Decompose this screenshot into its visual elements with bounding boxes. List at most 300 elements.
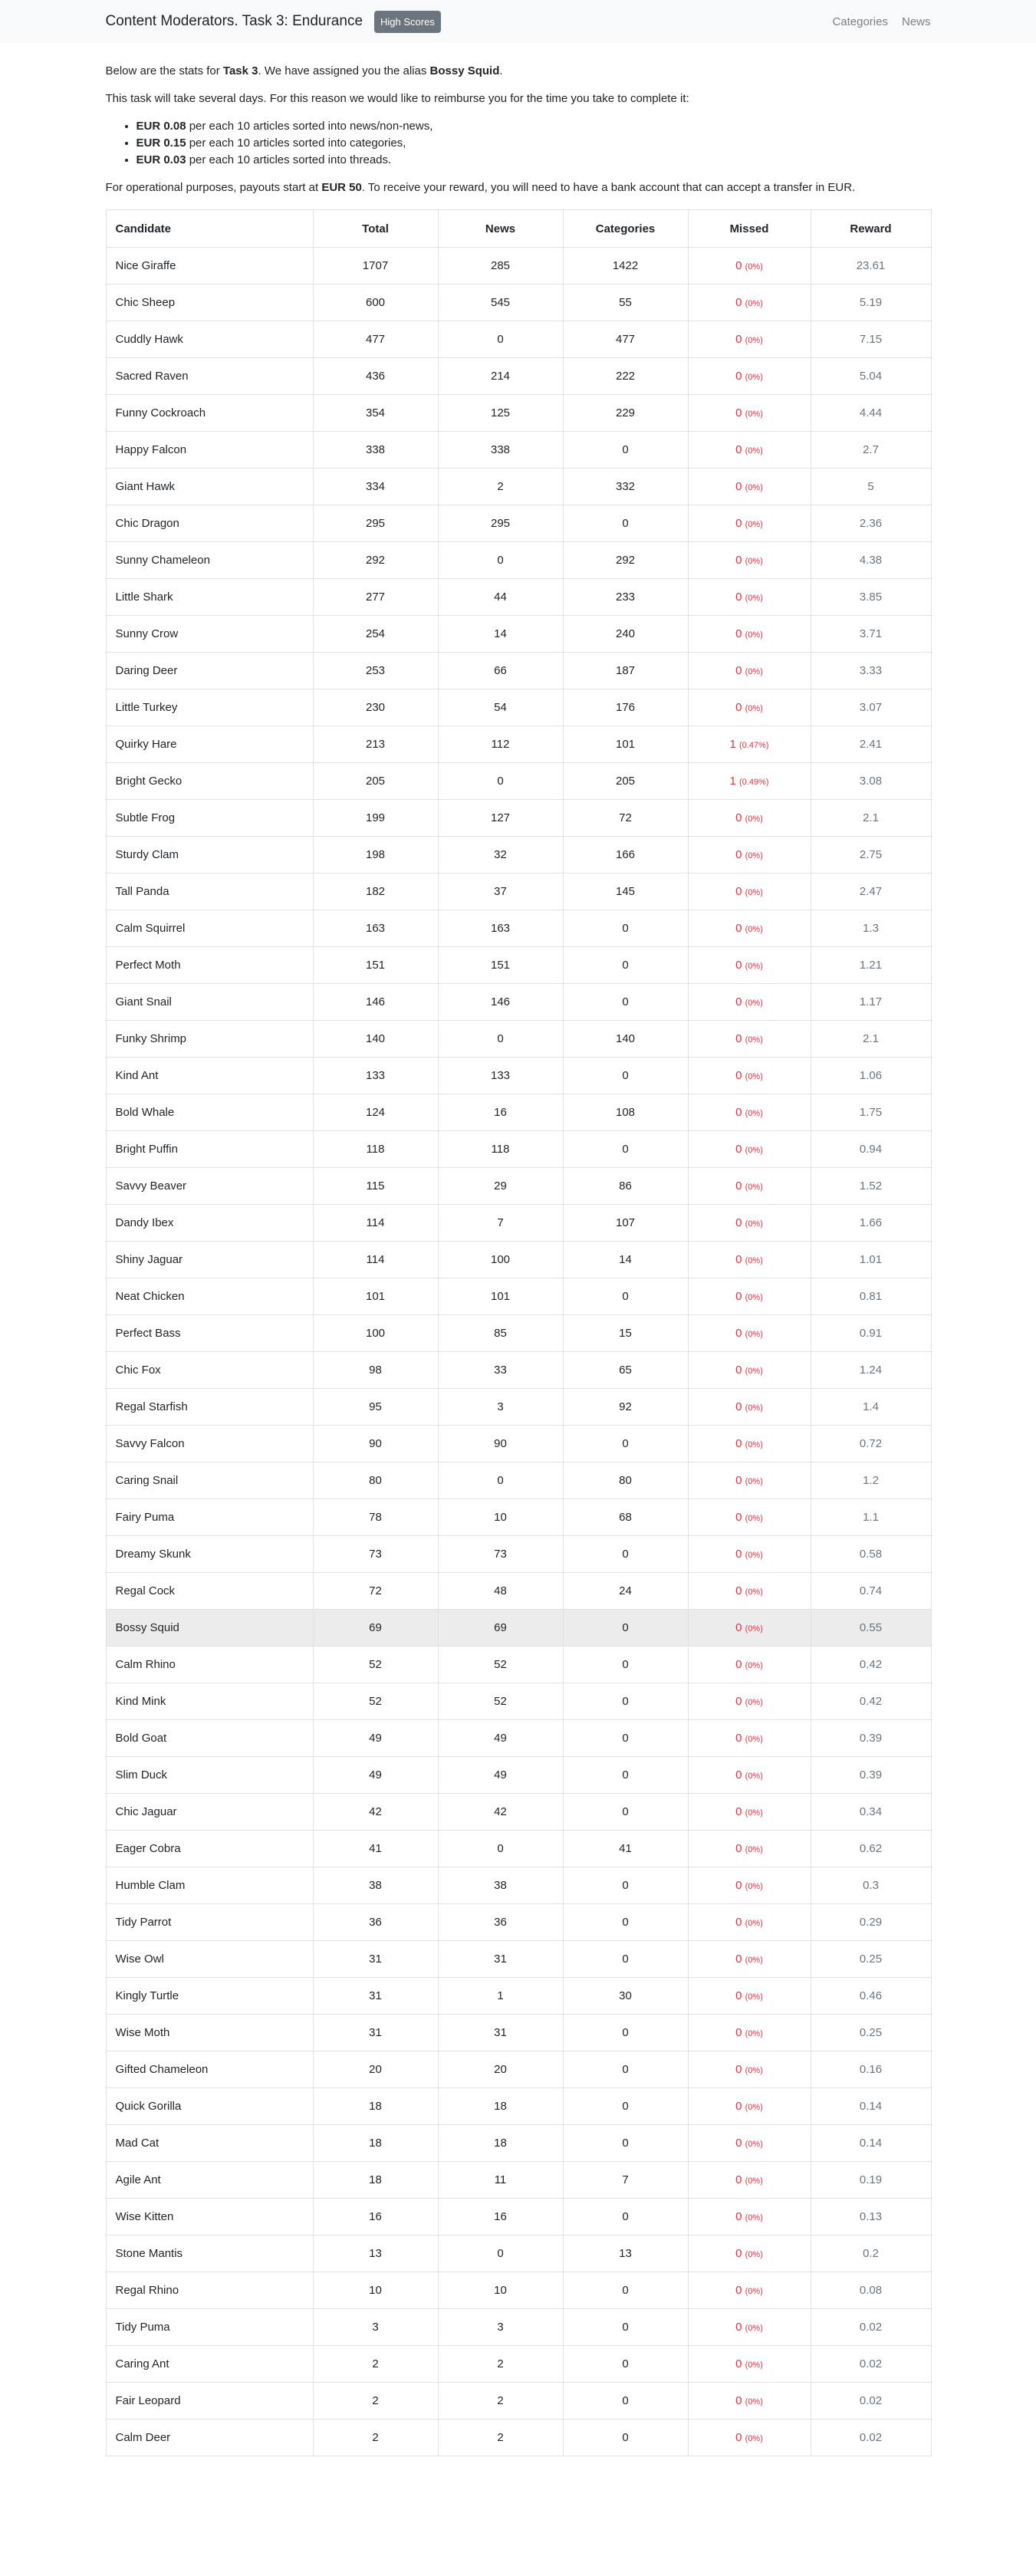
cell-candidate: Quirky Hare [106,726,313,763]
cell-categories: 0 [563,2272,688,2309]
cell-news: 214 [438,358,563,395]
missed-count: 0 [735,333,742,346]
cell-categories: 0 [563,1131,688,1168]
cell-reward: 3.71 [811,616,931,653]
nav-link-news[interactable]: News [901,15,931,28]
cell-missed [688,2420,811,2456]
cell-total: 49 [313,1720,438,1757]
cell-total: 295 [313,505,438,542]
table-row [106,579,931,616]
cell-candidate: Regal Starfish [106,1389,313,1426]
cell-missed [688,653,811,689]
cell-reward: 2.75 [811,837,931,873]
missed-count: 0 [735,2357,742,2370]
table-row [106,2272,931,2309]
missed-count: 0 [735,1032,742,1045]
cell-missed [688,1058,811,1094]
cell-missed [688,321,811,358]
cell-total: 133 [313,1058,438,1094]
cell-missed [688,2051,811,2088]
cell-missed [688,285,811,321]
rate-item-news [136,118,931,135]
cell-missed [688,395,811,432]
cell-missed [688,432,811,469]
missed-percent: (0%) [745,1992,763,2002]
cell-news: 73 [438,1536,563,1573]
navbar [0,0,1036,43]
cell-total: 18 [313,2088,438,2125]
missed-percent: (0%) [745,962,763,971]
table-row [106,726,931,763]
cell-categories: 140 [563,1021,688,1058]
cell-reward: 1.4 [811,1389,931,1426]
cell-candidate: Kind Mink [106,1683,313,1720]
cell-reward: 0.3 [811,1867,931,1904]
missed-count: 0 [735,1548,742,1561]
cell-total: 3 [313,2309,438,2346]
missed-count: 0 [735,370,742,383]
cell-reward: 3.07 [811,689,931,726]
rates-list [106,118,931,169]
table-row [106,1683,931,1720]
cell-categories: 0 [563,1904,688,1941]
missed-percent: (0%) [745,1919,763,1928]
missed-percent: (0%) [745,1146,763,1155]
cell-categories: 0 [563,2199,688,2235]
missed-count: 0 [735,443,742,456]
table-row [106,1831,931,1867]
header-candidate: Candidate [106,210,313,248]
cell-reward: 1.24 [811,1352,931,1389]
table-row [106,1904,931,1941]
cell-news: 33 [438,1352,563,1389]
cell-categories: 0 [563,2309,688,2346]
table-header-row [106,210,931,248]
cell-candidate: Regal Cock [106,1573,313,1610]
missed-count: 0 [735,554,742,567]
cell-reward: 0.91 [811,1315,931,1352]
missed-count: 0 [735,995,742,1008]
table-row [106,2235,931,2272]
cell-total: 69 [313,1610,438,1647]
missed-percent: (0%) [745,1772,763,1781]
cell-categories: 15 [563,1315,688,1352]
cell-missed [688,1131,811,1168]
missed-percent: (0%) [745,1403,763,1413]
cell-news: 10 [438,1499,563,1536]
missed-percent: (0%) [745,1256,763,1265]
table-row [106,947,931,984]
missed-percent: (0%) [745,1882,763,1891]
cell-candidate: Wise Kitten [106,2199,313,2235]
missed-count: 0 [735,1658,742,1671]
cell-total: 338 [313,432,438,469]
missed-percent: (0%) [745,2397,763,2407]
cell-reward: 2.47 [811,873,931,910]
missed-percent: (0%) [745,1735,763,1744]
cell-categories: 166 [563,837,688,873]
cell-total: 1707 [313,248,438,285]
cell-candidate: Giant Hawk [106,469,313,505]
cell-news: 54 [438,689,563,726]
cell-news: 338 [438,432,563,469]
cell-categories: 0 [563,1278,688,1315]
nav-link-categories[interactable]: Categories [832,15,888,28]
cell-total: 334 [313,469,438,505]
cell-missed [688,1205,811,1242]
cell-categories: 0 [563,432,688,469]
cell-news: 18 [438,2088,563,2125]
cell-news: 32 [438,837,563,873]
cell-news: 36 [438,1904,563,1941]
cell-news: 118 [438,1131,563,1168]
cell-missed [688,1352,811,1389]
missed-percent: (0.47%) [738,741,769,750]
missed-count: 0 [735,885,742,898]
table-row [106,873,931,910]
cell-reward: 4.44 [811,395,931,432]
cell-categories: 0 [563,2420,688,2456]
cell-news: 44 [438,579,563,616]
cell-reward: 1.21 [811,947,931,984]
table-row [106,2199,931,2235]
scores-table [106,209,932,2456]
cell-total: 277 [313,579,438,616]
table-row [106,1058,931,1094]
missed-percent: (0%) [745,2176,763,2186]
cell-candidate: Tidy Puma [106,2309,313,2346]
cell-total: 36 [313,1904,438,1941]
cell-reward: 2.36 [811,505,931,542]
cell-reward: 0.94 [811,1131,931,1168]
cell-news: 20 [438,2051,563,2088]
missed-count: 1 [729,775,736,788]
rate-amount: EUR 0.08 [136,120,186,133]
cell-total: 2 [313,2420,438,2456]
rate-item-threads [136,152,931,169]
intro-suffix: . [499,64,503,77]
cell-reward: 0.02 [811,2420,931,2456]
cell-missed [688,873,811,910]
missed-percent: (0%) [745,373,763,382]
cell-categories: 292 [563,542,688,579]
table-row [106,1794,931,1831]
cell-news: 112 [438,726,563,763]
cell-reward: 0.08 [811,2272,931,2309]
cell-candidate: Dreamy Skunk [106,1536,313,1573]
cell-missed [688,579,811,616]
missed-percent: (0%) [745,483,763,492]
cell-candidate: Funny Cockroach [106,395,313,432]
missed-percent: (0%) [745,410,763,419]
cell-news: 37 [438,873,563,910]
missed-count: 0 [735,2284,742,2297]
missed-count: 0 [735,591,742,604]
cell-candidate: Funky Shrimp [106,1021,313,1058]
cell-reward: 0.34 [811,1794,931,1831]
cell-categories: 0 [563,947,688,984]
cell-news: 0 [438,763,563,800]
table-row [106,689,931,726]
missed-percent: (0%) [745,594,763,603]
page-title[interactable]: Content Moderators. Task 3: Endurance [105,13,363,29]
cell-candidate: Mad Cat [106,2125,313,2162]
table-row [106,800,931,837]
missed-percent: (0%) [745,446,763,456]
table-row [106,469,931,505]
cell-total: 100 [313,1315,438,1352]
table-row [106,984,931,1021]
cell-candidate: Kind Ant [106,1058,313,1094]
cell-reward: 2.41 [811,726,931,763]
missed-count: 0 [735,1732,742,1745]
missed-count: 0 [735,1879,742,1892]
missed-percent: (0%) [745,2250,763,2259]
cell-categories: 0 [563,2125,688,2162]
cell-total: 213 [313,726,438,763]
table-row [106,910,931,947]
cell-news: 29 [438,1168,563,1205]
cell-reward: 23.61 [811,248,931,285]
cell-total: 31 [313,2015,438,2051]
table-row [106,505,931,542]
cell-reward: 1.1 [811,1499,931,1536]
missed-count: 0 [735,1253,742,1266]
cell-missed [688,1610,811,1647]
table-row [106,432,931,469]
missed-count: 0 [735,296,742,309]
cell-total: 2 [313,2383,438,2420]
alias-name: Bossy Squid [429,64,500,77]
cell-categories: 0 [563,2383,688,2420]
table-row [106,1573,931,1610]
cell-missed [688,910,811,947]
cell-reward: 0.02 [811,2309,931,2346]
cell-total: 151 [313,947,438,984]
cell-reward: 2.1 [811,800,931,837]
cell-missed [688,837,811,873]
cell-news: 127 [438,800,563,837]
cell-missed [688,616,811,653]
cell-news: 2 [438,2383,563,2420]
cell-reward: 2.1 [811,1021,931,1058]
missed-percent: (0%) [745,704,763,713]
missed-count: 0 [735,1364,742,1377]
cell-news: 49 [438,1757,563,1794]
cell-news: 125 [438,395,563,432]
cell-missed [688,726,811,763]
missed-percent: (0%) [745,1293,763,1302]
missed-count: 0 [735,1768,742,1781]
missed-count: 0 [735,922,742,935]
cell-missed [688,542,811,579]
cell-news: 16 [438,2199,563,2235]
cell-categories: 13 [563,2235,688,2272]
missed-count: 0 [735,1695,742,1708]
cell-candidate: Happy Falcon [106,432,313,469]
cell-reward: 5.19 [811,285,931,321]
cell-total: 95 [313,1389,438,1426]
cell-categories: 80 [563,1462,688,1499]
missed-count: 0 [735,1584,742,1597]
cell-total: 41 [313,1831,438,1867]
table-row [106,1315,931,1352]
cell-news: 69 [438,1610,563,1647]
cell-total: 205 [313,763,438,800]
cell-candidate: Bossy Squid [106,1610,313,1647]
missed-percent: (0%) [745,2140,763,2149]
cell-news: 545 [438,285,563,321]
cell-total: 18 [313,2162,438,2199]
cell-candidate: Savvy Beaver [106,1168,313,1205]
cell-reward: 0.72 [811,1426,931,1462]
cell-missed [688,358,811,395]
cell-candidate: Humble Clam [106,1867,313,1904]
table-body [106,248,931,2456]
cell-news: 151 [438,947,563,984]
cell-missed [688,1536,811,1573]
cell-candidate: Little Turkey [106,689,313,726]
cell-news: 42 [438,1794,563,1831]
cell-missed [688,2383,811,2420]
rate-text: per each 10 articles sorted into categories, [186,137,406,150]
missed-percent: (0%) [745,2103,763,2112]
missed-count: 0 [735,259,742,272]
cell-categories: 477 [563,321,688,358]
cell-news: 3 [438,2309,563,2346]
missed-percent: (0%) [745,2434,763,2443]
cell-categories: 41 [563,1831,688,1867]
cell-news: 2 [438,2346,563,2383]
intro-prefix: Below are the stats for [105,64,223,77]
missed-count: 0 [735,701,742,714]
cell-categories: 0 [563,1647,688,1683]
payout-amount: EUR 50 [321,181,362,194]
rate-text: per each 10 articles sorted into news/non-news, [186,120,433,133]
cell-missed [688,947,811,984]
cell-categories: 0 [563,505,688,542]
cell-news: 66 [438,653,563,689]
cell-reward: 5.04 [811,358,931,395]
missed-count: 0 [735,517,742,530]
table-row [106,616,931,653]
cell-categories: 240 [563,616,688,653]
cell-total: 292 [313,542,438,579]
cell-news: 16 [438,1094,563,1131]
cell-missed [688,763,811,800]
missed-count: 0 [735,2173,742,2186]
cell-categories: 145 [563,873,688,910]
cell-reward: 0.2 [811,2235,931,2272]
cell-candidate: Bright Puffin [106,1131,313,1168]
cell-total: 354 [313,395,438,432]
table-row [106,1536,931,1573]
missed-count: 0 [735,2431,742,2444]
cell-reward: 5 [811,469,931,505]
cell-categories: 30 [563,1978,688,2015]
missed-percent: (0%) [745,1956,763,1965]
cell-categories: 92 [563,1389,688,1426]
cell-categories: 0 [563,1867,688,1904]
navbar-inner [106,11,931,33]
cell-reward: 0.14 [811,2125,931,2162]
table-row [106,321,931,358]
cell-candidate: Tidy Parrot [106,1904,313,1941]
missed-percent: (0%) [745,1072,763,1081]
cell-total: 118 [313,1131,438,1168]
rate-amount: EUR 0.15 [136,137,186,150]
cell-candidate: Savvy Falcon [106,1426,313,1462]
missed-count: 0 [735,1069,742,1082]
cell-candidate: Tall Panda [106,873,313,910]
cell-missed [688,1978,811,2015]
missed-percent: (0%) [745,557,763,566]
cell-categories: 0 [563,1610,688,1647]
table-row [106,285,931,321]
cell-missed [688,1168,811,1205]
cell-categories: 0 [563,1536,688,1573]
missed-count: 0 [735,1511,742,1524]
cell-candidate: Sunny Crow [106,616,313,653]
cell-news: 163 [438,910,563,947]
cell-missed [688,1389,811,1426]
missed-count: 0 [735,627,742,640]
cell-missed [688,1867,811,1904]
cell-total: 31 [313,1941,438,1978]
missed-count: 0 [735,1621,742,1634]
missed-percent: (0%) [745,2324,763,2333]
cell-categories: 205 [563,763,688,800]
missed-percent: (0%) [745,1514,763,1523]
cell-candidate: Subtle Frog [106,800,313,837]
cell-news: 10 [438,2272,563,2309]
cell-missed [688,248,811,285]
table-row [106,1131,931,1168]
cell-missed [688,1242,811,1278]
cell-total: 52 [313,1647,438,1683]
cell-news: 90 [438,1426,563,1462]
cell-reward: 0.19 [811,2162,931,2199]
cell-missed [688,1499,811,1536]
missed-percent: (0.49%) [738,778,769,787]
cell-missed [688,800,811,837]
table-row [106,837,931,873]
cell-categories: 1422 [563,248,688,285]
high-scores-button[interactable]: High Scores [374,11,441,33]
cell-categories: 14 [563,1242,688,1278]
missed-percent: (0%) [745,1183,763,1192]
table-row [106,1094,931,1131]
cell-categories: 0 [563,2015,688,2051]
table-row [106,1941,931,1978]
missed-count: 0 [735,1216,742,1229]
intro-text [106,63,931,80]
cell-total: 115 [313,1168,438,1205]
cell-news: 14 [438,616,563,653]
missed-percent: (0%) [745,299,763,308]
table-row [106,2015,931,2051]
cell-news: 0 [438,1831,563,1867]
missed-count: 1 [729,738,736,751]
cell-news: 1 [438,1978,563,2015]
missed-percent: (0%) [745,2361,763,2370]
cell-missed [688,2125,811,2162]
cell-news: 49 [438,1720,563,1757]
cell-categories: 0 [563,2051,688,2088]
cell-news: 295 [438,505,563,542]
cell-missed [688,1462,811,1499]
cell-categories: 7 [563,2162,688,2199]
